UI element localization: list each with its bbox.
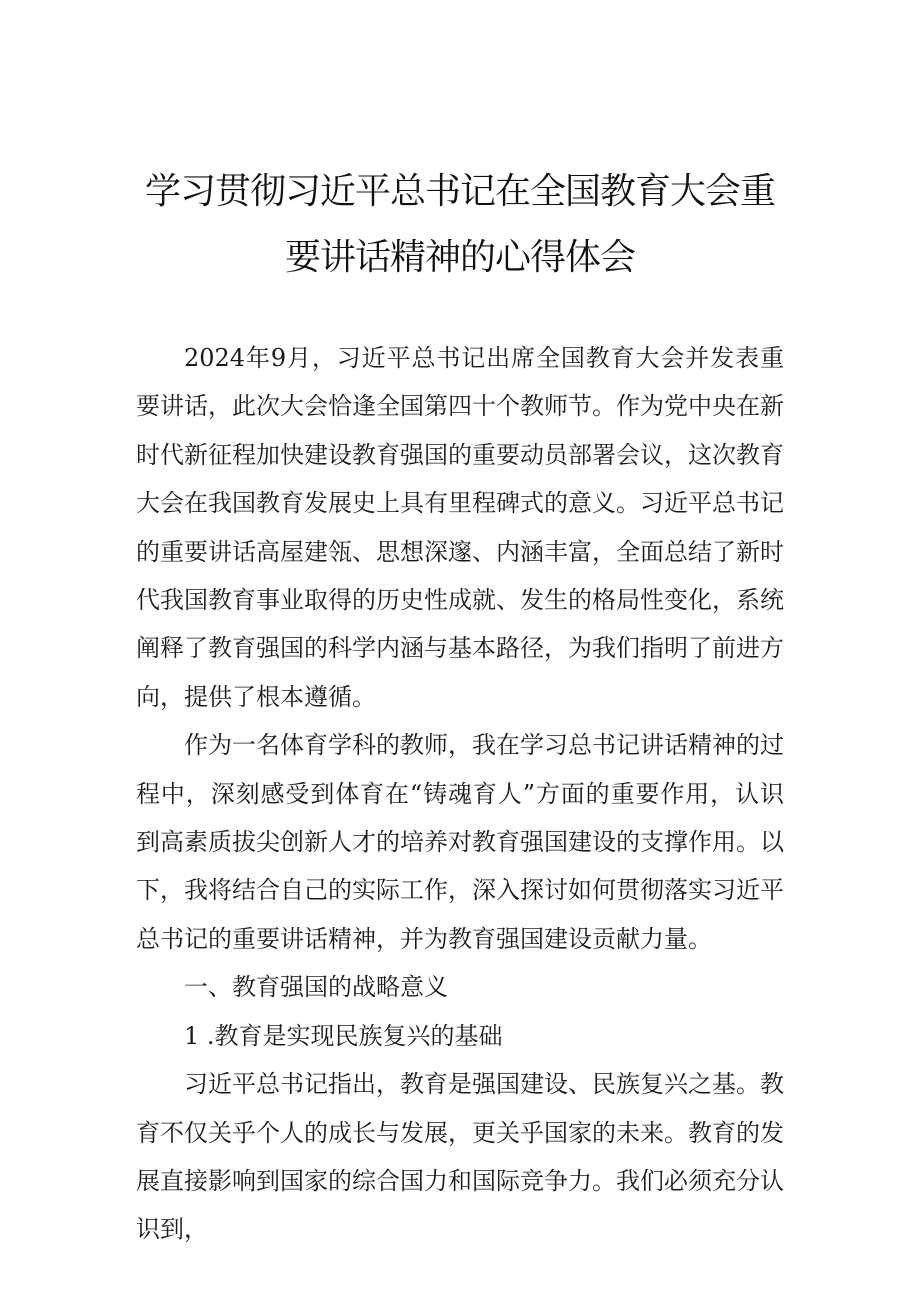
document-title-line-1: 学习贯彻习近平总书记在全国教育大会重 [144, 171, 775, 212]
document-body [136, 334, 784, 1254]
paragraph-teacher-reflection: 作为一名体育学科的教师，我在学习总书记讲话精神的过程中，深刻感受到体育在“铸魂育人”方面的重要作用，认识到高素质拔尖创新人才的培养对教育强国建设的支撑作用。以下，我将结合自己的实际工作，深入探讨如何贯彻落实习近平总书记的重要讲话精神，并为教育强国建设贡献力量。 [136, 731, 784, 953]
paragraph-education-foundation: 习近平总书记指出，教育是强国建设、民族复兴之基。教育不仅关乎个人的成长与发展，更关乎国家的未来。教育的发展直接影响到国家的综合国力和国际竞争力。我们必须充分认识到， [136, 1070, 784, 1244]
subsection-heading: 1 .教育是实现民族复兴的基础 [184, 1021, 503, 1050]
paragraph-intro: 2024年9月，习近平总书记出席全国教育大会并发表重要讲话，此次大会恰逢全国第四十个教师节。作为党中央在新时代新征程加快建设教育强国的重要动员部署会议，这次教育大会在我国教育发展史上具有里程碑式的意义。习近平总书记的重要讲话高屋建瓴、思想深邃、内涵丰富，全面总结了新时代我国教育事业取得的历史性成就、发生的格局性变化，系统阐释了教育强国的科学内涵与基本路径，为我们指明了前进方向，提供了根本遵循。 [136, 344, 784, 711]
section-heading: 一、教育强国的战略意义 [184, 973, 448, 1002]
document-title-line-2: 要讲话精神的心得体会 [284, 237, 635, 278]
